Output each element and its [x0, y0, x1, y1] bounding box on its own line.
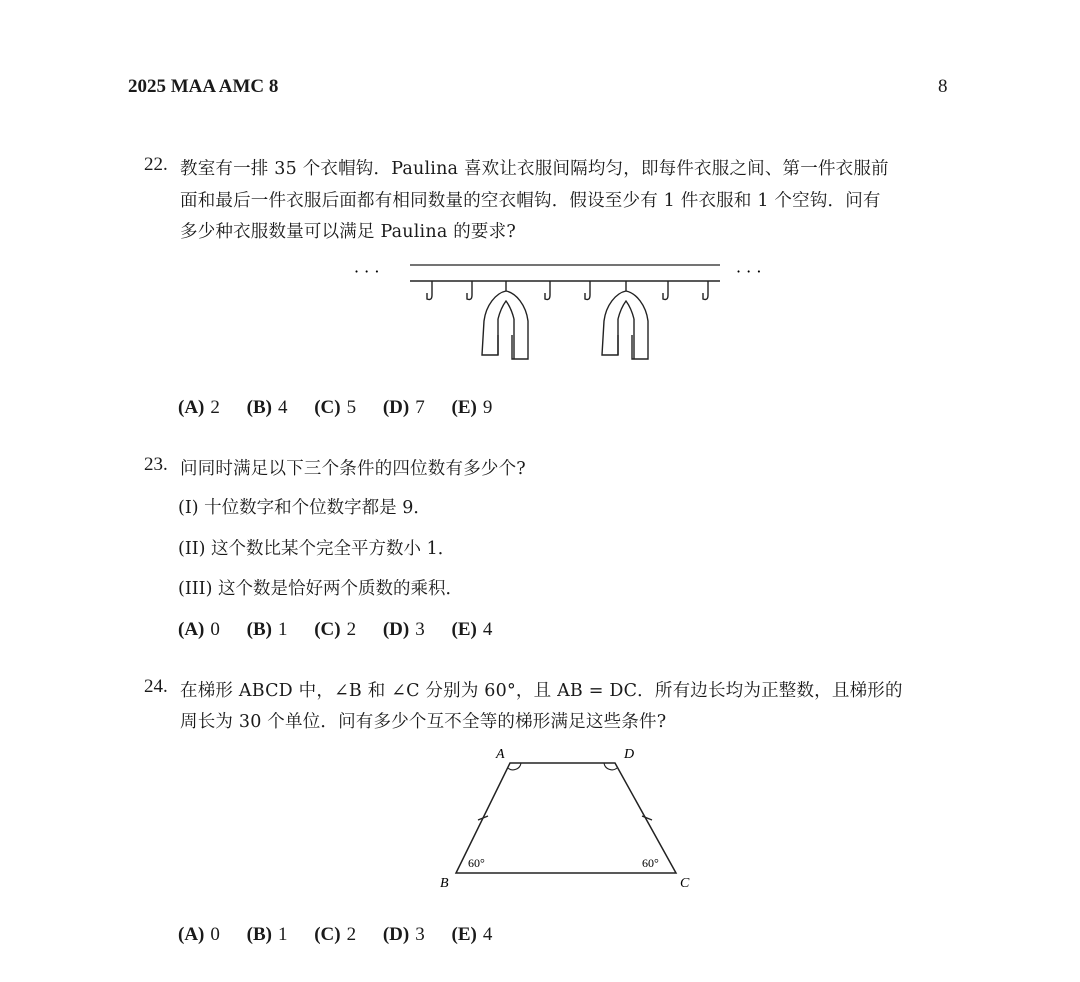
trapezoid-figure [430, 742, 710, 892]
coat-hook-figure [350, 255, 790, 375]
empty-hook [427, 281, 432, 300]
choice-c[interactable]: (C) 2 [314, 924, 357, 945]
choice-e[interactable]: (E) 4 [451, 924, 493, 945]
choice-b[interactable]: (B) 1 [246, 619, 288, 640]
angle-label-c: 60° [642, 856, 659, 870]
vertex-label-c: C [680, 876, 690, 891]
choice-d[interactable]: (D) 3 [382, 924, 425, 945]
choice-b[interactable]: (B) 4 [246, 397, 288, 418]
angle-label-b: 60° [468, 856, 485, 870]
question-text-line: 面和最后一件衣服后面都有相同数量的空衣帽钩．假设至少有 1 件衣服和 1 个空钩．问有 [180, 191, 881, 211]
answer-choices [178, 397, 514, 419]
question-text-line: 教室有一排 35 个衣帽钩．Paulina 喜欢让衣服间隔均匀，即每件衣服之间、第一件衣服前 [180, 159, 889, 179]
choice-c[interactable]: (C) 2 [314, 619, 357, 640]
answer-choices [178, 924, 514, 946]
condition-3: (III) 这个数是恰好两个质数的乘积． [178, 579, 463, 599]
vertex-label-b: B [440, 876, 449, 891]
choice-d[interactable]: (D) 3 [382, 619, 425, 640]
choice-d[interactable]: (D) 7 [382, 397, 425, 418]
question-number: 24. [144, 676, 168, 697]
question-text-line: 问同时满足以下三个条件的四位数有多少个? [180, 459, 526, 479]
page-number: 8 [938, 76, 948, 97]
empty-hook [585, 281, 590, 300]
coat-icon [482, 281, 528, 359]
question-text-line: 周长为 30 个单位．问有多少个互不全等的梯形满足这些条件? [180, 712, 667, 732]
answer-choices [178, 619, 514, 641]
empty-hook [467, 281, 472, 300]
condition-1: (I) 十位数字和个位数字都是 9． [178, 498, 431, 518]
question-text-line: 在梯形 ABCD 中，∠B 和 ∠C 分别为 60°，且 AB = DC．所有边长均为正整数，且梯形的 [180, 681, 903, 701]
ellipsis-right: · · · [736, 262, 762, 281]
choice-a[interactable]: (A) 0 [178, 619, 220, 640]
choice-b[interactable]: (B) 1 [246, 924, 288, 945]
ellipsis-left: · · · [354, 262, 380, 281]
condition-2: (II) 这个数比某个完全平方数小 1． [178, 539, 456, 559]
question-number: 23. [144, 454, 168, 475]
choice-e[interactable]: (E) 9 [451, 397, 493, 418]
empty-hook [545, 281, 550, 300]
choice-a[interactable]: (A) 2 [178, 397, 220, 418]
question-text-line: 多少种衣服数量可以满足 Paulina 的要求? [180, 222, 516, 242]
vertex-label-a: A [496, 747, 505, 762]
question-number: 22. [144, 154, 168, 175]
empty-hook [703, 281, 708, 300]
coat-icon [602, 281, 648, 359]
empty-hook [663, 281, 668, 300]
choice-a[interactable]: (A) 0 [178, 924, 220, 945]
choice-e[interactable]: (E) 4 [451, 619, 493, 640]
page-header-title: 2025 MAA AMC 8 [128, 76, 279, 97]
vertex-label-d: D [624, 747, 635, 762]
choice-c[interactable]: (C) 5 [314, 397, 357, 418]
